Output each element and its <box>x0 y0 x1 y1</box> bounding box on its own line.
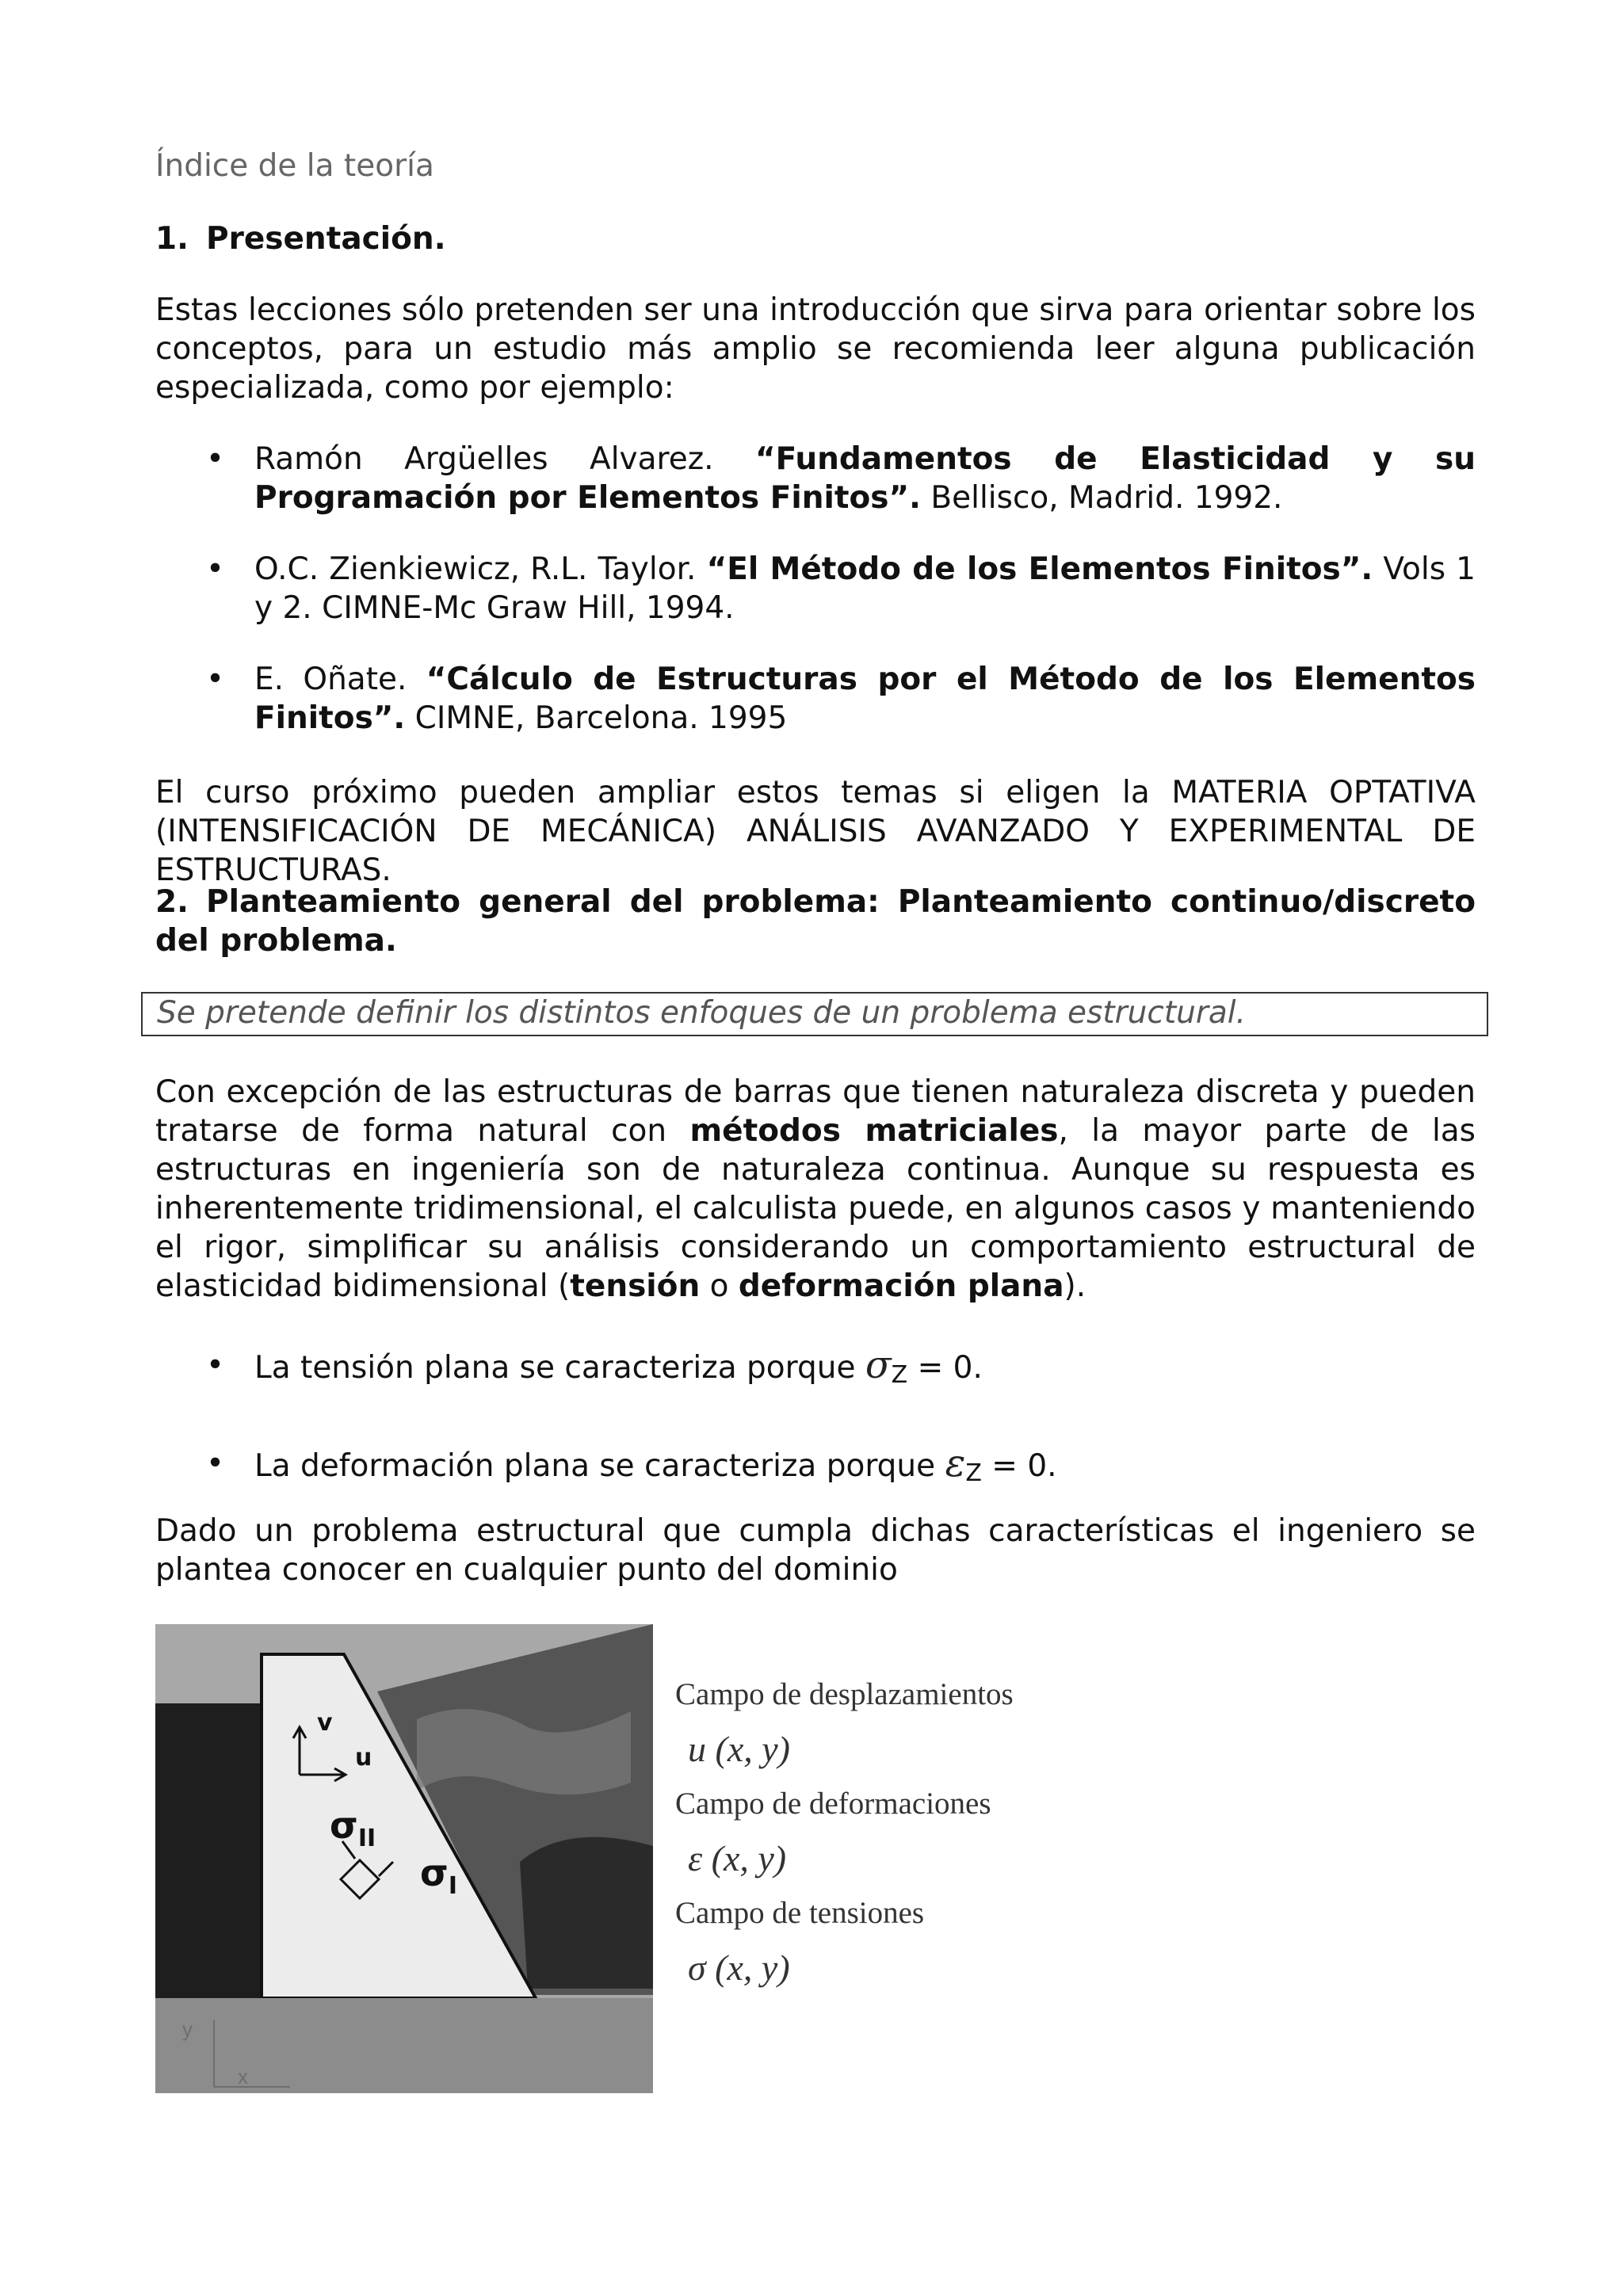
body-bold-term: métodos matriciales <box>689 1113 1059 1149</box>
dam-illustration <box>155 1624 653 2093</box>
sigma-symbol: σ <box>865 1343 892 1387</box>
body-bold-term: tensión <box>570 1268 701 1304</box>
field-name: Campo de desplazamientos <box>675 1677 1014 1711</box>
condition-text: La tensión plana se caracteriza porque <box>254 1350 856 1386</box>
course-note: El curso próximo pueden ampliar estos temas si eligen la MATERIA OPTATIVA (INTENSIFICACIÓN DE MECÁNICA) ANÁLISIS AVANZADO Y EXPERIMENTAL DE ESTRUCTURAS. <box>155 775 1476 888</box>
reference-list <box>155 440 1476 738</box>
sigma-i-subscript: I <box>448 1872 457 1900</box>
reference-publisher: CIMNE, Barcelona. 1995 <box>414 700 788 736</box>
epsilon-symbol: ε <box>945 1441 966 1486</box>
body-text: , la mayor parte de las estructuras en ingeniería son de naturaleza continua. Aunque su respuesta es inherentemente tridimensional, el calculista puede, en algunos casos y manteniendo el rigor, simplificar su análisis considerando un comportamiento estructural de elasticidad bidimensional ( <box>155 1113 1476 1304</box>
index-title: Índice de la teoría <box>155 148 434 184</box>
reference-title: “Fundamentos de Elasticidad y su Programación por Elementos Finitos”. <box>254 441 1476 516</box>
condition-subscript: Z <box>891 1361 908 1389</box>
conditions-list <box>155 1343 1476 1493</box>
u-label: u <box>355 1744 372 1772</box>
section-1-heading <box>155 219 1476 258</box>
sigma-i-symbol: σ <box>420 1852 449 1894</box>
field-expression: ε (x, y) <box>688 1838 787 1878</box>
condition-equals: = 0. <box>917 1350 983 1386</box>
section-1-title: Presentación. <box>206 221 446 257</box>
condition-text: La deformación plana se caracteriza porque <box>254 1448 936 1484</box>
boxed-objective-note: Se pretende definir los distintos enfoques de un problema estructural. <box>141 992 1488 1036</box>
sigma-ii-symbol: σ <box>330 1804 358 1847</box>
reference-item <box>155 660 1476 738</box>
reference-authors: E. Oñate. <box>254 662 407 697</box>
reference-item <box>155 440 1476 517</box>
section-1-number: 1. <box>155 221 189 257</box>
axis-y-label: y <box>182 2017 193 2041</box>
bullet-icon: • <box>206 1446 225 1482</box>
body-bold-term: deformación plana <box>738 1268 1064 1304</box>
body-text: ). <box>1064 1268 1086 1304</box>
reference-title: “Cálculo de Estructuras por el Método de los Elementos Finitos”. <box>254 662 1476 736</box>
section-2-number: 2. <box>155 884 189 920</box>
ground-foundation <box>155 1998 653 2093</box>
body-text: o <box>700 1268 739 1304</box>
section-2-heading <box>155 883 1476 960</box>
axis-x-label: x <box>238 2065 248 2088</box>
bullet-icon: • <box>206 441 225 477</box>
bullet-icon: • <box>206 662 225 697</box>
field-labels <box>675 1676 1014 2004</box>
dam-figure <box>155 1624 653 2093</box>
reference-authors: Ramón Argüelles Alvarez. <box>254 441 714 477</box>
body-paragraph <box>155 1073 1476 1306</box>
bullet-icon: • <box>206 551 225 587</box>
condition-subscript: Z <box>965 1459 982 1487</box>
intro-paragraph: Estas lecciones sólo pretenden ser una introducción que sirva para orientar sobre los conceptos, para un estudio más amplio se recomienda leer alguna publicación especializada, como por ejemplo: <box>155 292 1476 406</box>
field-name: Campo de deformaciones <box>675 1787 991 1821</box>
bullet-icon: • <box>206 1348 225 1383</box>
sigma-ii-subscript: II <box>357 1825 376 1852</box>
v-label: v <box>317 1709 333 1737</box>
condition-item <box>155 1441 1476 1493</box>
reference-item <box>155 550 1476 627</box>
condition-equals: = 0. <box>991 1448 1057 1484</box>
reference-authors: O.C. Zienkiewicz, R.L. Taylor. <box>254 551 697 587</box>
reference-publisher: Vols 1 y 2. CIMNE-Mc Graw Hill, 1994. <box>254 551 1476 626</box>
reference-title: “El Método de los Elementos Finitos”. <box>706 551 1373 587</box>
condition-item <box>155 1343 1476 1394</box>
reference-publisher: Bellisco, Madrid. 1992. <box>930 480 1283 516</box>
field-name: Campo de tensiones <box>675 1896 925 1930</box>
field-expression: σ (x, y) <box>688 1947 790 1988</box>
final-paragraph: Dado un problema estructural que cumpla dichas características el ingeniero se plantea conocer en cualquier punto del dominio <box>155 1513 1476 1588</box>
terrain-shadow <box>520 1837 653 1989</box>
body-text: Con excepción de las estructuras de barras que tienen naturaleza discreta y pueden tratarse de forma natural con <box>155 1074 1476 1149</box>
section-2-title: Planteamiento general del problema: Planteamiento continuo/discreto del problema. <box>155 884 1476 959</box>
field-expression: u (x, y) <box>688 1729 790 1769</box>
